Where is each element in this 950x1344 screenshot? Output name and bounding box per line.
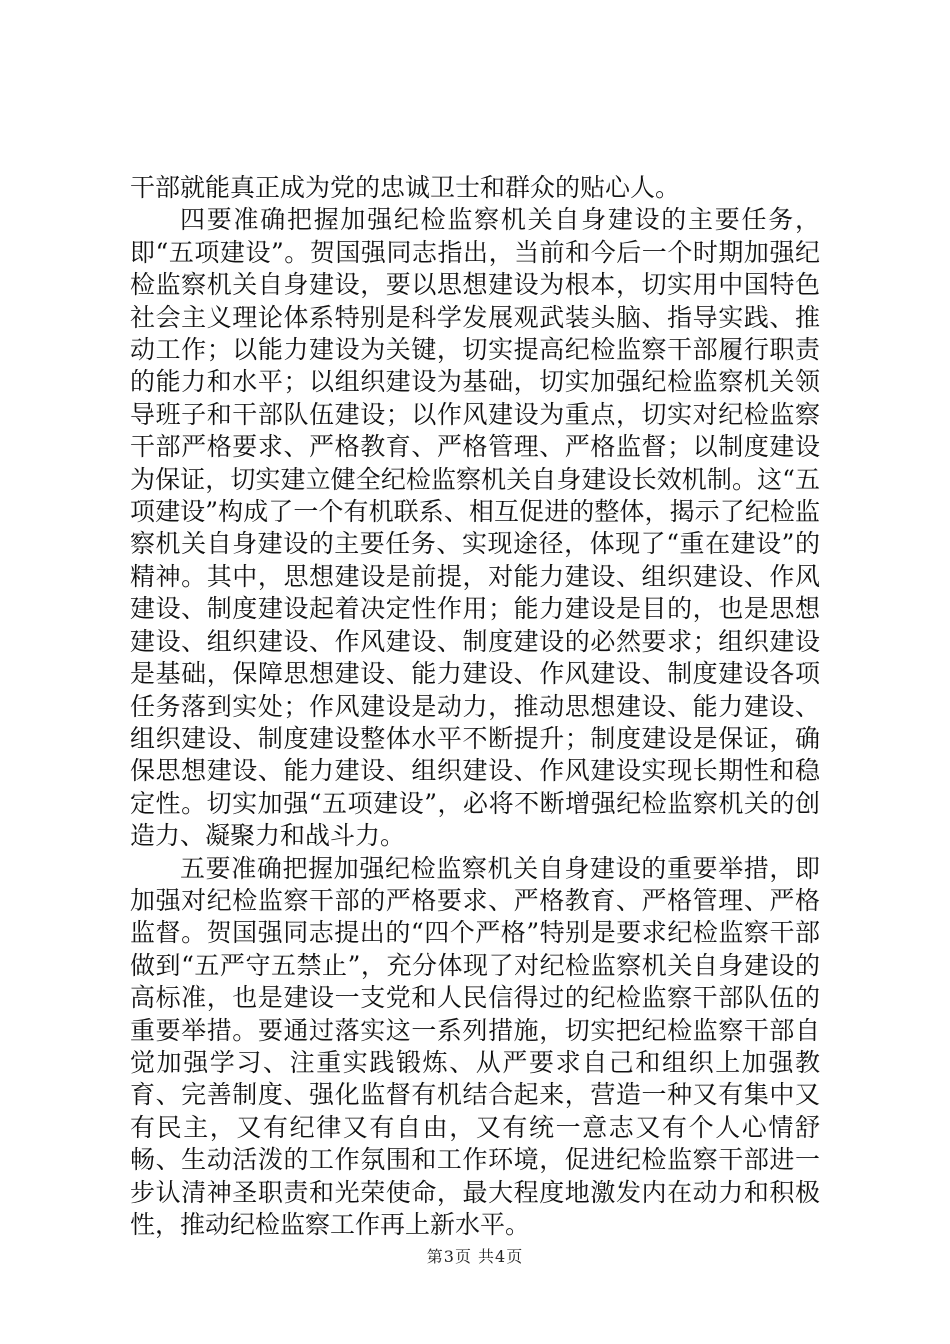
paragraph-continuation: 干部就能真正成为党的忠诚卫士和群众的贴心人。	[130, 173, 681, 202]
page-number-footer: 第3页 共4页	[426, 1247, 524, 1266]
document-body	[130, 172, 820, 1241]
paragraph-five: 五要准确把握加强纪检监察机关自身建设的重要举措，即加强对纪检监察干部的严格要求、严格教育、严格管理、严格监督。贺国强同志提出的“四个严格”特别是要求纪检监察干部做到“五严守五禁止”，充分体现了对纪检监察机关自身建设的高标准，也是建设一支党和人民信得过的纪检监察干部队伍的重要举措。要通过落实这一系列措施，切实把纪检监察干部自觉加强学习、注重实践锻炼、从严要求自己和组织上加强教育、完善制度、强化监督有机结合起来，营造一种又有集中又有民主，又有纪律又有自由，又有统一意志又有个人心情舒畅、生动活泼的工作氛围和工作环境，促进纪检监察干部进一步认清神圣职责和光荣使命，最大程度地激发内在动力和积极性，推动纪检监察工作再上新水平。	[130, 853, 820, 1239]
paragraph-four: 四要准确把握加强纪检监察机关自身建设的主要任务，即“五项建设”。贺国强同志指出，当前和今后一个时期加强纪检监察机关自身建设，要以思想建设为根本，切实用中国特色社会主义理论体系特别是科学发展观武装头脑、指导实践、推动工作；以能力建设为关键，切实提高纪检监察干部履行职责的能力和水平；以组织建设为基础，切实加强纪检监察机关领导班子和干部队伍建设；以作风建设为重点，切实对纪检监察干部严格要求、严格教育、严格管理、严格监督；以制度建设为保证，切实建立健全纪检监察机关自身建设长效机制。这“五项建设”构成了一个有机联系、相互促进的整体，揭示了纪检监察机关自身建设的主要任务、实现途径，体现了“重在建设”的精神。其中，思想建设是前提，对能力建设、组织建设、作风建设、制度建设起着决定性作用；能力建设是目的，也是思想建设、组织建设、作风建设、制度建设的必然要求；组织建设是基础，保障思想建设、能力建设、作风建设、制度建设各项任务落到实处；作风建设是动力，推动思想建设、能力建设、组织建设、制度建设整体水平不断提升；制度建设是保证，确保思想建设、能力建设、组织建设、作风建设实现长期性和稳定性。切实加强“五项建设”，必将不断增强纪检监察机关的创造力、凝聚力和战斗力。	[130, 205, 820, 851]
